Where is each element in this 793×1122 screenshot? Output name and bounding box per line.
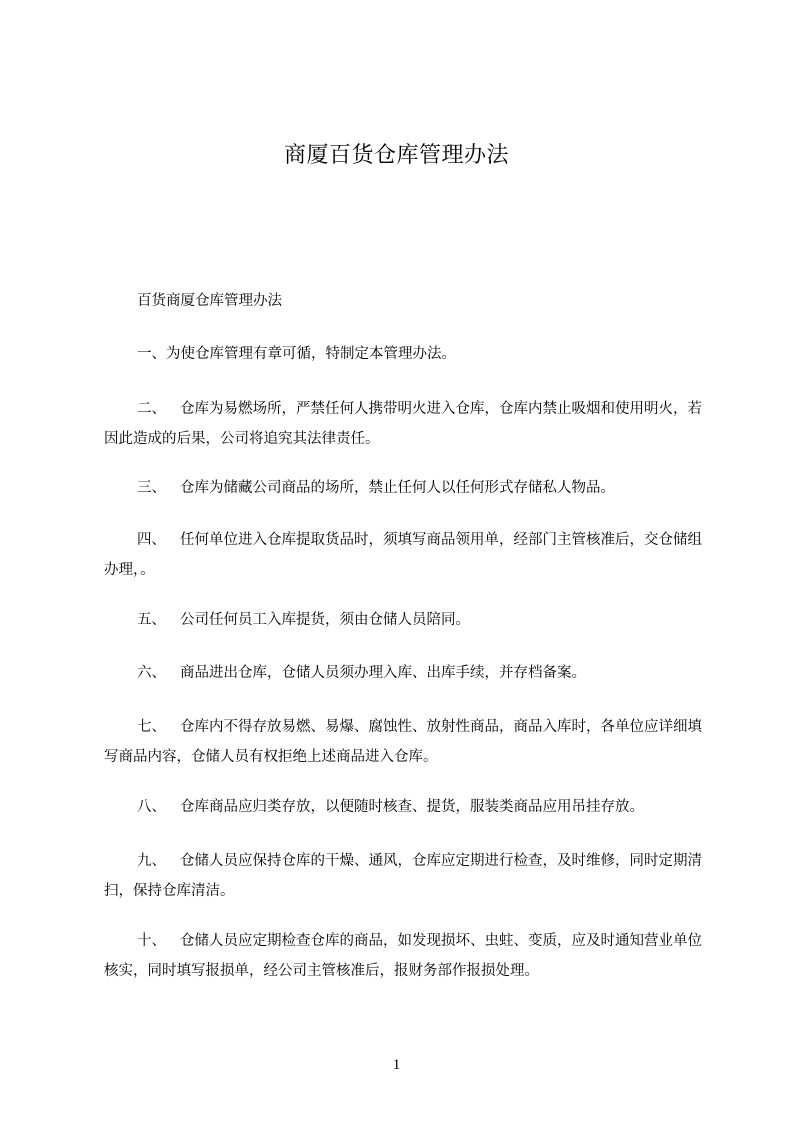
paragraph-10-text: 仓储人员应定期检查仓库的商品，如发现损坏、虫蛀、变质，应及时通知营业单位核实，同时填写报损单，经公司主管核准后，报财务部作报损处理。	[104, 933, 702, 979]
paragraph-7	[104, 712, 702, 772]
paragraph-1-text: 为使仓库管理有章可循，特制定本管理办法。	[166, 346, 456, 362]
paragraph-3	[104, 473, 702, 503]
paragraph-9	[104, 846, 702, 906]
paragraph-4	[104, 525, 702, 585]
paragraph-8-number: 八、	[137, 799, 166, 815]
paragraph-8-text: 仓库商品应归类存放，以便随时核查、提货，服装类商品应用吊挂存放。	[180, 799, 644, 815]
paragraph-7-text: 仓库内不得存放易燃、易爆、腐蚀性、放射性商品，商品入库时，各单位应详细填写商品内容，仓储人员有权拒绝上述商品进入仓库。	[104, 719, 702, 765]
paragraph-1	[104, 339, 702, 369]
paragraph-6	[104, 658, 702, 688]
paragraph-2-text: 仓库为易燃场所，严禁任何人携带明火进入仓库，仓库内禁止吸烟和使用明火，若因此造成的后果，公司将追究其法律责任。	[104, 401, 702, 447]
paragraph-10	[104, 926, 702, 986]
paragraph-1-number: 一、	[137, 346, 166, 362]
paragraph-2	[104, 394, 702, 454]
paragraph-3-number: 三、	[137, 480, 166, 496]
paragraph-8	[104, 792, 702, 822]
document-subtitle: 百货商厦仓库管理办法	[137, 293, 282, 309]
paragraph-7-number: 七、	[137, 719, 166, 735]
paragraph-5-text: 公司任何员工入库提货，须由仓储人员陪同。	[180, 612, 470, 628]
paragraph-4-text: 任何单位进入仓库提取货品时，须填写商品领用单，经部门主管核准后，交仓储组办理，。	[104, 532, 702, 578]
paragraph-5-number: 五、	[137, 612, 166, 628]
paragraph-9-text: 仓储人员应保持仓库的干燥、通风，仓库应定期进行检查，及时维修，同时定期清扫，保持仓库清洁。	[104, 853, 702, 899]
paragraph-3-text: 仓库为储藏公司商品的场所，禁止任何人以任何形式存储私人物品。	[180, 480, 615, 496]
paragraph-6-text: 商品进出仓库，仓储人员须办理入库、出库手续，并存档备案。	[180, 665, 586, 681]
document-title: 商厦百货仓库管理办法	[283, 143, 509, 168]
paragraph-5	[104, 605, 702, 635]
page-number: 1	[392, 1057, 401, 1073]
paragraph-9-number: 九、	[137, 853, 166, 869]
paragraph-4-number: 四、	[137, 532, 166, 548]
paragraph-10-number: 十、	[137, 933, 166, 949]
paragraph-6-number: 六、	[137, 665, 166, 681]
paragraph-2-number: 二、	[137, 401, 166, 417]
